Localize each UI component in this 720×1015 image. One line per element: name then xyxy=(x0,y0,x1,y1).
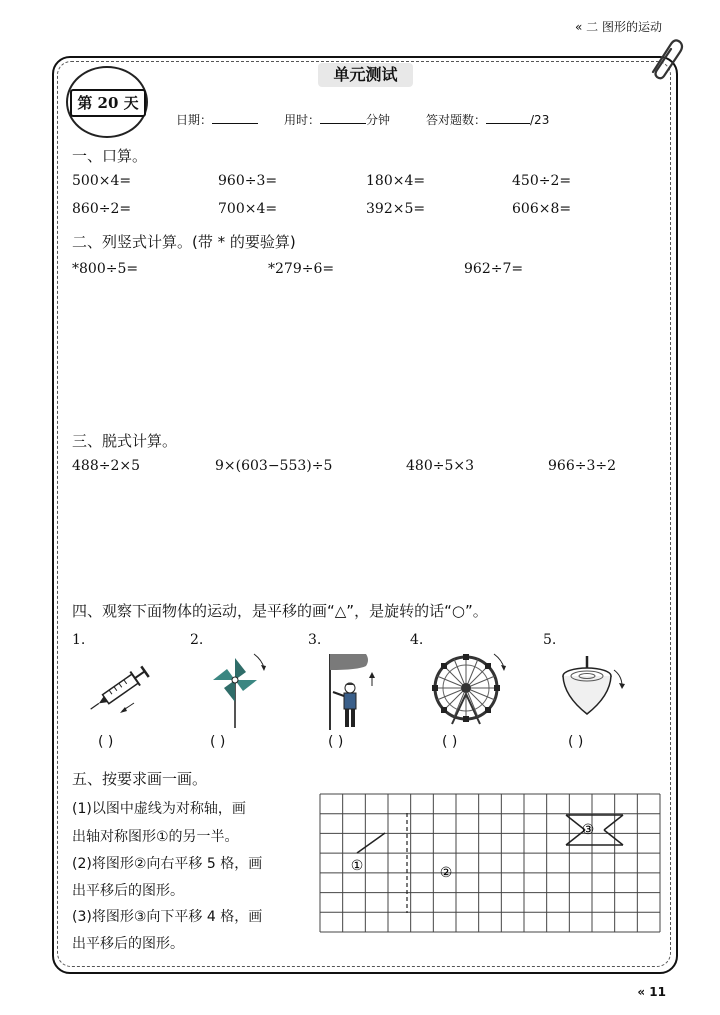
oral-calc-item: 500×4= xyxy=(72,173,132,189)
instruction-line: 出轴对称图形①的另一半。 xyxy=(72,829,239,845)
instruction-line: (1)以图中虚线为对称轴，画 xyxy=(72,801,246,817)
flag-raising-icon xyxy=(318,650,388,732)
section3-heading: 三、脱式计算。 xyxy=(72,432,178,450)
oral-calc-item: 860÷2= xyxy=(72,201,132,217)
section2-heading: 二、列竖式计算。(带 * 的要验算) xyxy=(72,233,296,251)
drawing-grid[interactable] xyxy=(319,793,661,933)
shape-3-label: ③ xyxy=(581,822,595,838)
instruction-line: 出平移后的图形。 xyxy=(72,883,184,899)
stepwise-calc-item: 9×(603−553)÷5 xyxy=(215,458,333,474)
item-number: 5. xyxy=(543,632,557,648)
item-number: 4. xyxy=(410,632,424,648)
time-blank[interactable] xyxy=(320,111,366,124)
instruction-line: (2)将图形②向右平移 5 格，画 xyxy=(72,856,263,872)
stepwise-calc-item: 488÷2×5 xyxy=(72,458,140,474)
score-field xyxy=(426,111,549,128)
answer-blank[interactable]: ( ) xyxy=(210,734,226,750)
stepwise-calc-item: 966÷3÷2 xyxy=(548,458,616,474)
item-number: 1. xyxy=(72,632,86,648)
answer-blank[interactable]: ( ) xyxy=(98,734,114,750)
answer-blank[interactable]: ( ) xyxy=(568,734,584,750)
score-blank[interactable] xyxy=(486,111,530,124)
oral-calc-item: 180×4= xyxy=(366,173,426,189)
oral-calc-item: 450÷2= xyxy=(512,173,572,189)
page-title: 单元测试 xyxy=(318,63,413,87)
spinning-top-icon xyxy=(556,656,632,720)
ferris-wheel-icon xyxy=(428,648,512,728)
item-number: 3. xyxy=(308,632,322,648)
stepwise-calc-item: 480÷5×3 xyxy=(406,458,474,474)
oral-calc-item: 700×4= xyxy=(218,201,278,217)
instruction-line: 出平移后的图形。 xyxy=(72,936,184,952)
oral-calc-item: 960÷3= xyxy=(218,173,278,189)
syringe-icon xyxy=(84,656,164,718)
oral-calc-item: 606×8= xyxy=(512,201,572,217)
time-unit: 分钟 xyxy=(366,113,391,127)
pinwheel-icon xyxy=(206,646,268,728)
date-blank[interactable] xyxy=(212,111,258,124)
instruction-line: (3)将图形③向下平移 4 格，画 xyxy=(72,909,263,925)
vertical-calc-item: 962÷7= xyxy=(464,261,524,277)
section1-heading: 一、口算。 xyxy=(72,147,148,165)
section5-heading: 五、按要求画一画。 xyxy=(72,770,208,788)
shape-1-label: ① xyxy=(350,858,364,874)
shape-2-label: ② xyxy=(439,865,453,881)
answer-blank[interactable]: ( ) xyxy=(328,734,344,750)
vertical-calc-item: *279÷6= xyxy=(268,261,335,277)
time-label: 用时： xyxy=(284,113,321,127)
date-field xyxy=(176,111,258,128)
page-number: « 11 xyxy=(637,985,666,999)
score-total: /23 xyxy=(530,113,550,127)
item-number: 2. xyxy=(190,632,204,648)
time-field xyxy=(284,111,390,128)
oral-calc-item: 392×5= xyxy=(366,201,426,217)
section4-heading: 四、观察下面物体的运动，是平移的画“△”，是旋转的话“○”。 xyxy=(72,602,488,620)
paperclip-icon xyxy=(645,36,685,80)
shape-1-half xyxy=(357,833,385,853)
section-header: « 二 图形的运动 xyxy=(575,20,662,34)
answer-blank[interactable]: ( ) xyxy=(442,734,458,750)
score-label: 答对题数： xyxy=(426,113,487,127)
vertical-calc-item: *800÷5= xyxy=(72,261,139,277)
day-badge: 第 20 天 xyxy=(70,89,146,117)
date-label: 日期： xyxy=(176,113,213,127)
